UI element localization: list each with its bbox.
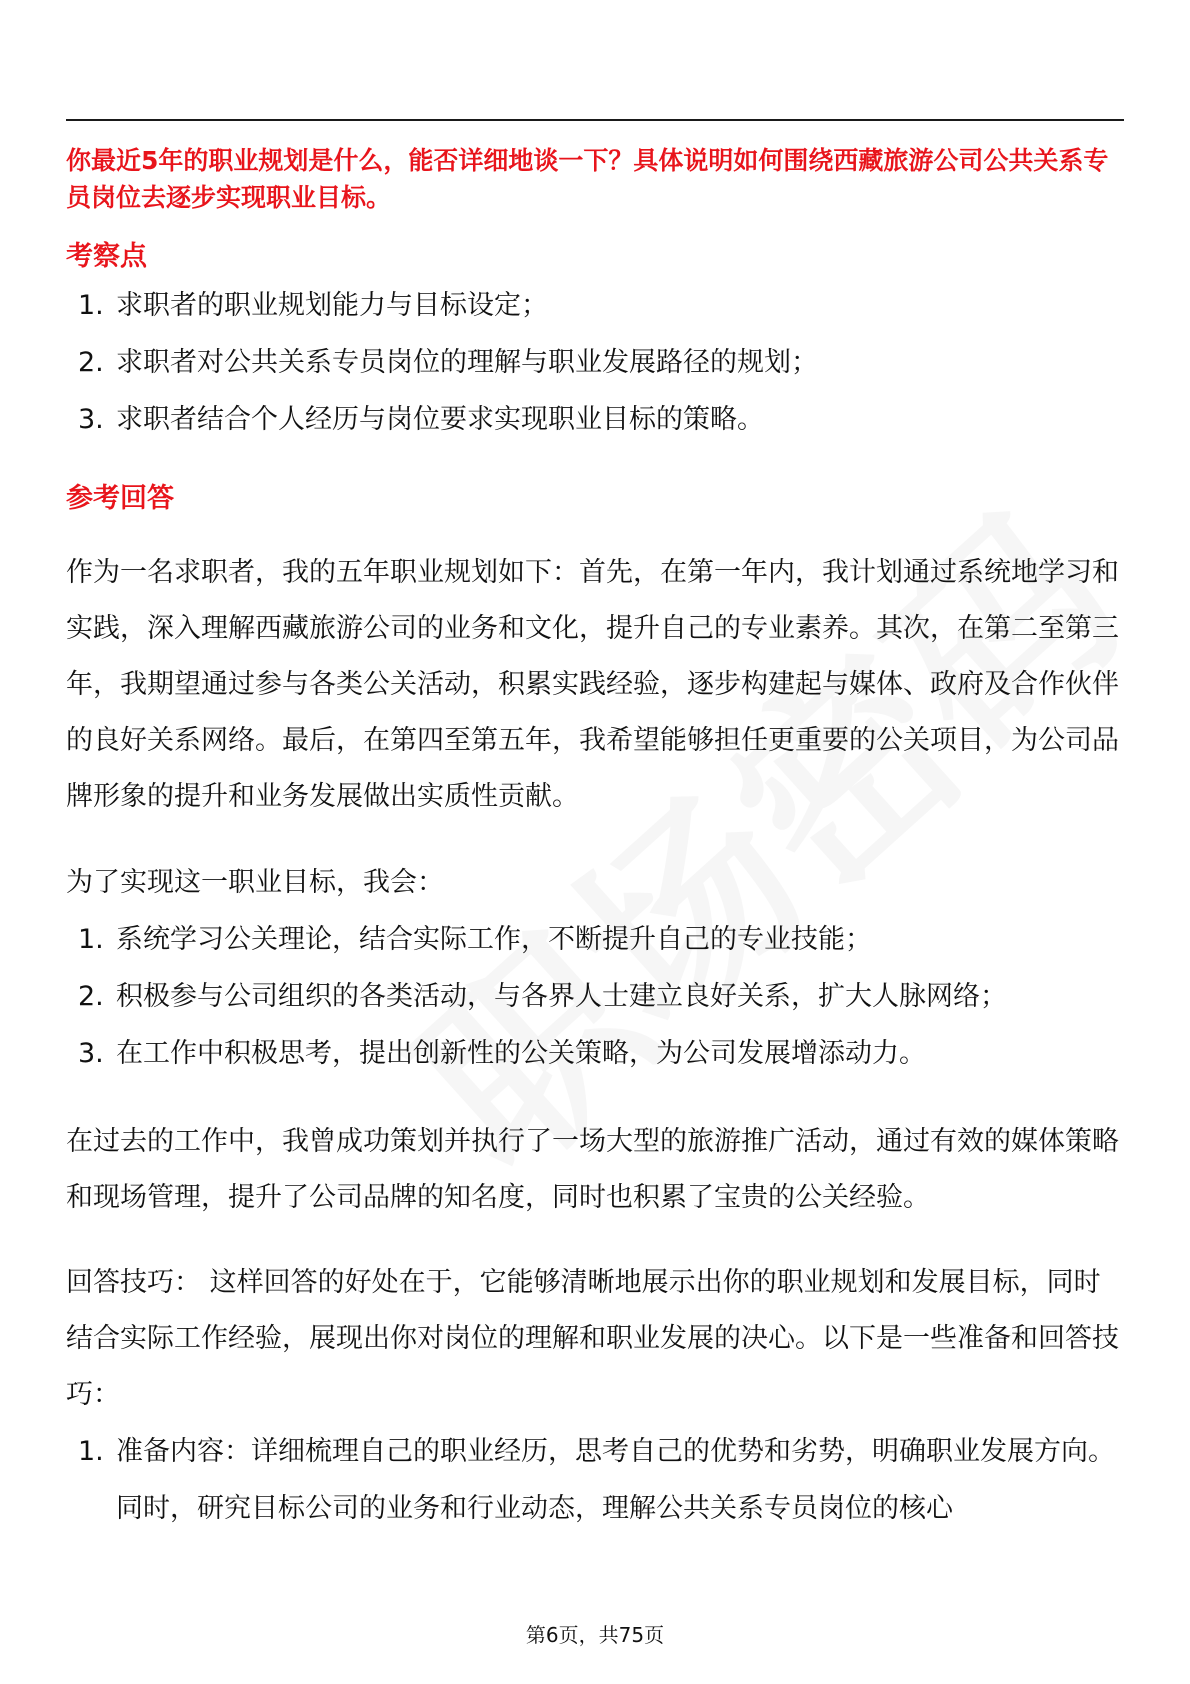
page-number: 第6页，共75页 — [525, 1623, 665, 1647]
answer-paragraph-1: 作为一名求职者，我的五年职业规划如下：首先，在第一年内，我计划通过系统地学习和实践，深入理解西藏旅游公司的业务和文化，提升自己的专业素养。其次，在第二至第三年，我期望通过参与各类公关活动，积累实践经验，逐步构建起与媒体、政府及合作伙伴的良好关系网络。最后，在第四至第五年，我希望能够担任更重要的公关项目，为公司品牌形象的提升和业务发展做出实质性贡献。 — [66, 557, 1119, 812]
exam-points-title: 考察点 — [66, 241, 147, 272]
document-body — [66, 142, 1124, 1537]
answer-paragraph-2: 为了实现这一职业目标，我会： — [66, 867, 444, 898]
list-item: 1. 求职者的职业规划能力与目标设定； — [78, 290, 548, 321]
list-item: 2. 求职者对公共关系专员岗位的理解与职业发展路径的规划； — [78, 347, 818, 378]
tips-list — [66, 1423, 1124, 1537]
answer-steps-list — [66, 911, 1124, 1082]
header-rule — [66, 119, 1124, 121]
answer-title: 参考回答 — [66, 483, 174, 514]
list-item: 2. 积极参与公司组织的各类活动，与各界人士建立良好关系，扩大人脉网络； — [78, 981, 1007, 1012]
list-item: 3. 在工作中积极思考，提出创新性的公关策略，为公司发展增添动力。 — [78, 1038, 926, 1069]
tips-paragraph: 回答技巧： 这样回答的好处在于，它能够清晰地展示出你的职业规划和发展目标，同时结合实际工作经验，展现出你对岗位的理解和职业发展的决心。以下是一些准备和回答技巧： — [66, 1267, 1119, 1410]
list-item: 1. 系统学习公关理论，结合实际工作，不断提升自己的专业技能； — [78, 924, 872, 955]
answer-paragraph-3: 在过去的工作中，我曾成功策划并执行了一场大型的旅游推广活动，通过有效的媒体策略和现场管理，提升了公司品牌的知名度，同时也积累了宝贵的公关经验。 — [66, 1126, 1119, 1213]
question-heading: 你最近5年的职业规划是什么，能否详细地谈一下？具体说明如何围绕西藏旅游公司公共关系专员岗位去逐步实现职业目标。 — [66, 146, 1109, 212]
list-item: 1. 准备内容：详细梳理自己的职业经历，思考自己的优势和劣势，明确职业发展方向。同时，研究目标公司的业务和行业动态，理解公共关系专员岗位的核心 — [78, 1436, 1115, 1524]
list-item: 3. 求职者结合个人经历与岗位要求实现职业目标的策略。 — [78, 404, 764, 435]
exam-points-list — [66, 277, 1124, 448]
